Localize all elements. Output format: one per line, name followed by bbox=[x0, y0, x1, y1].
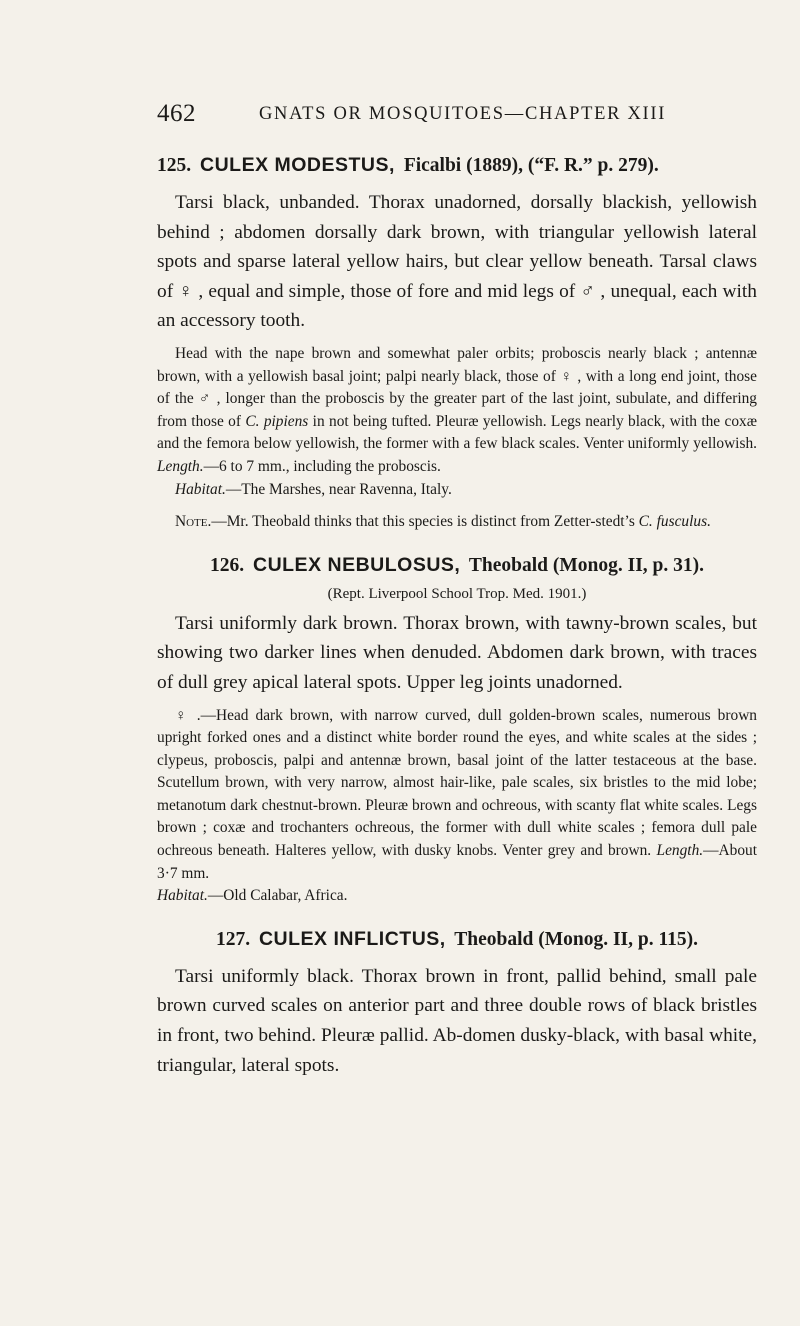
note-125: Note.—Mr. Theobald thinks that this species is distinct from Zetter-stedt’s C. fusculus. bbox=[175, 513, 711, 531]
species-reference: C. pipiens bbox=[245, 412, 309, 430]
running-head bbox=[0, 100, 800, 132]
species-details-125: Head with the nape brown and somewhat paler orbits; proboscis nearly black ; antennæ brown, with a yellowish basal joint; palpi nearly black, those of ♀ , with a long end joint, those of the ♂ , longer than the proboscis by the greater part of the last joint, subulate, and differing from those of C. pipiens in not being tufted. Pleuræ yellowish. Legs nearly black, with the coxæ and the femora below yellowish, the former with a few black scales. Venter uniformly yellowish. Length.—6 to 7 mm., including the proboscis. bbox=[157, 344, 757, 475]
species-details-126: ♀ .—Head dark brown, with narrow curved, dull golden-brown scales, numerous brown upright forked ones and a distinct white border round the eyes, and white scales at the sides ; clypeus, proboscis, palpi and antennæ brown, basal joint of the latter testaceous at the base. Scutellum brown, with very narrow, almost hair-like, pale scales, six bristles to the mid lobe; metanotum dark chestnut-brown. Pleuræ brown and ochreous, with scanty flat white scales. Legs brown ; coxæ and trochanters ochreous, the former with dull white scales ; femora dull pale ochreous beneath. Halteres yellow, with dusky knobs. Venter grey and brown. Length.—About 3·7 mm. bbox=[157, 706, 757, 882]
habitat-125 bbox=[157, 479, 757, 502]
species-name: CULEX NEBULOSUS, bbox=[252, 553, 461, 576]
species-authority: Theobald (Monog. II, p. 115). bbox=[454, 928, 699, 950]
species-description-125: Tarsi black, unbanded. Thorax unadorned, dorsally blackish, yellowish behind ; abdomen dorsally dark brown, with triangular yellowish lateral spots and sparse lateral yellow hairs, but clear yellow beneath. Tarsal claws of ♀ , equal and simple, those of fore and mid legs of ♂ , unequal, each with an accessory tooth. bbox=[157, 192, 757, 332]
length-value: —6 to 7 mm., including the proboscis. bbox=[203, 457, 441, 475]
body-text bbox=[157, 150, 757, 1080]
species-authority: Theobald (Monog. II, p. 31). bbox=[468, 554, 704, 576]
species-heading-127 bbox=[157, 924, 757, 955]
species-number: 125. bbox=[157, 155, 192, 176]
habitat-value: —Old Calabar, Africa. bbox=[207, 887, 348, 905]
species-number: 127. bbox=[215, 928, 251, 950]
running-title: GNATS OR MOSQUITOES—CHAPTER XIII bbox=[259, 104, 667, 124]
species-name: CULEX MODESTUS, bbox=[200, 154, 395, 176]
species-description-126: Tarsi uniformly dark brown. Thorax brown, with tawny-brown scales, but showing two darker lines when denuded. Abdomen dark brown, with traces of dull grey apical lateral spots. Upper leg joints unadorned. bbox=[157, 612, 757, 693]
habitat-label: Habitat. bbox=[175, 480, 226, 498]
page-number: 462 bbox=[157, 100, 196, 127]
habitat-126 bbox=[157, 885, 757, 908]
species-heading-126 bbox=[157, 550, 757, 581]
species-authority: Ficalbi (1889), (“F. R.” p. 279). bbox=[403, 155, 659, 176]
length-value: —About 3·7 mm. bbox=[157, 842, 757, 882]
species-description-127: Tarsi uniformly black. Thorax brown in front, pallid behind, small pale brown curved scales on anterior part and three double rows of black bristles in front, two behind. Pleuræ pallid. Ab-domen dusky-black, with basal white, triangular, lateral spots. bbox=[157, 965, 757, 1076]
species-reference: C. fusculus. bbox=[638, 513, 711, 531]
length-label: Length. bbox=[656, 842, 704, 860]
species-number: 126. bbox=[209, 554, 245, 576]
species-name: CULEX INFLICTUS, bbox=[258, 927, 446, 950]
habitat-label: Habitat. bbox=[157, 887, 208, 905]
species-heading-125 bbox=[157, 150, 757, 181]
note-label: Note. bbox=[175, 513, 212, 531]
habitat-value: —The Marshes, near Ravenna, Italy. bbox=[225, 480, 452, 498]
length-label: Length. bbox=[157, 457, 204, 475]
species-reference-line-126: (Rept. Liverpool School Trop. Med. 1901.) bbox=[327, 585, 587, 602]
